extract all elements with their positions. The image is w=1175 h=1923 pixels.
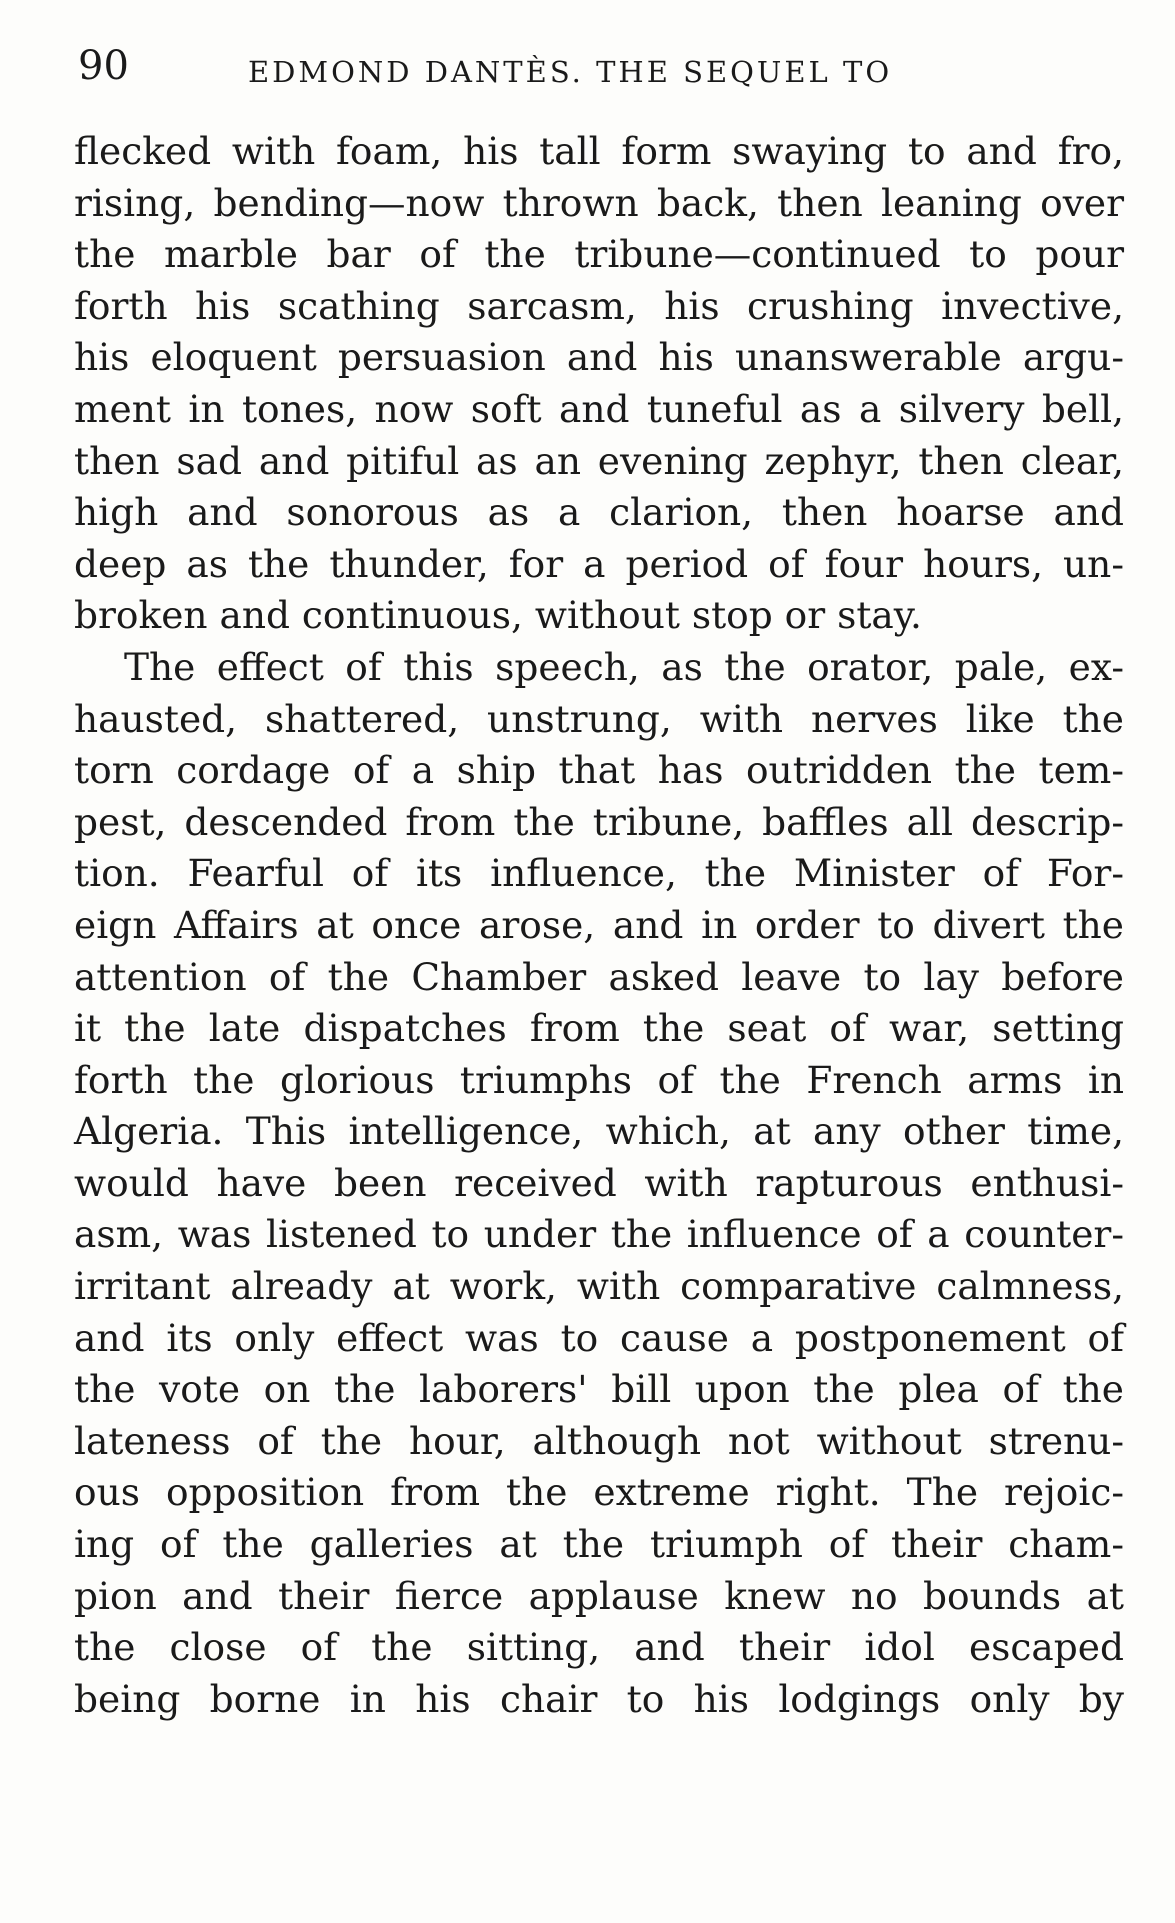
- text-line: being borne in his chair to his lodgings only by: [74, 1676, 1124, 1721]
- paragraph-end-line: broken and continuous, without stop or stay.: [74, 593, 922, 638]
- page-header: [78, 36, 1118, 96]
- paragraph-start-line: The effect of this speech, as the orator, pale, ex-: [124, 644, 1124, 689]
- text-line: lateness of the hour, although not without strenu-: [74, 1418, 1124, 1463]
- text-line: torn cordage of a ship that has outridden the tem-: [74, 748, 1124, 793]
- text-line: the close of the sitting, and their idol escaped: [74, 1625, 1124, 1670]
- text-line: pion and their fierce applause knew no bounds at: [74, 1573, 1124, 1618]
- text-line: rising, bending—now thrown back, then leaning over: [74, 180, 1124, 225]
- body-text: [74, 126, 1124, 1725]
- text-line: forth the glorious triumphs of the French arms in: [74, 1057, 1124, 1102]
- text-line: and its only effect was to cause a postponement of: [74, 1315, 1124, 1360]
- text-line: would have been received with rapturous enthusi-: [74, 1160, 1124, 1205]
- text-line: tion. Fearful of its influence, the Minister of For-: [74, 851, 1124, 896]
- text-line: forth his scathing sarcasm, his crushing invective,: [74, 283, 1124, 328]
- page-number: 90: [78, 43, 129, 89]
- text-line: eign Affairs at once arose, and in order to divert the: [74, 902, 1124, 947]
- text-line: flecked with foam, his tall form swaying to and fro,: [74, 129, 1124, 173]
- text-line: deep as the thunder, for a period of four hours, un-: [74, 541, 1124, 586]
- text-line: the marble bar of the tribune—continued to pour: [74, 232, 1124, 277]
- text-line: Algeria. This intelligence, which, at any other time,: [74, 1109, 1124, 1154]
- text-line: ing of the galleries at the triumph of their cham-: [74, 1522, 1124, 1567]
- text-line: pest, descended from the tribune, baffles all descrip-: [74, 799, 1124, 844]
- text-line: then sad and pitiful as an evening zephyr, then clear,: [74, 438, 1124, 483]
- running-head: EDMOND DANTÈS. THE SEQUEL TO: [248, 55, 893, 89]
- text-line: hausted, shattered, unstrung, with nerves like the: [74, 696, 1124, 741]
- text-line: his eloquent persuasion and his unanswerable argu-: [74, 335, 1124, 380]
- text-line: ous opposition from the extreme right. The rejoic-: [74, 1470, 1124, 1515]
- text-line: irritant already at work, with comparative calmness,: [74, 1264, 1124, 1309]
- text-line: high and sonorous as a clarion, then hoarse and: [74, 490, 1124, 535]
- text-line: ment in tones, now soft and tuneful as a silvery bell,: [74, 386, 1124, 431]
- text-line: it the late dispatches from the seat of war, setting: [74, 1006, 1124, 1051]
- text-line: the vote on the laborers' bill upon the plea of the: [74, 1367, 1124, 1412]
- text-line: asm, was listened to under the influence of a counter-: [74, 1212, 1124, 1257]
- text-line: attention of the Chamber asked leave to lay before: [74, 954, 1124, 999]
